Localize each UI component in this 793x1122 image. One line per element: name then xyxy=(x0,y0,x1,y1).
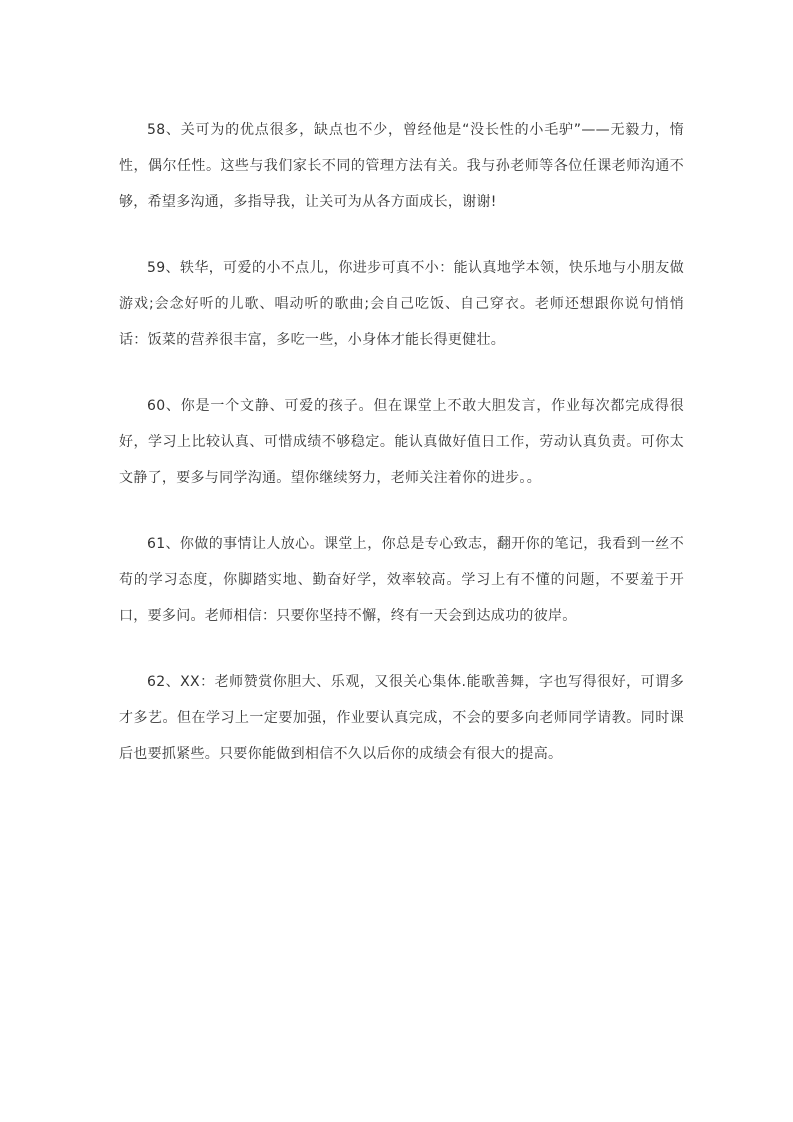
document-body xyxy=(119,112,684,802)
comment-paragraph-59: 59、轶华，可爱的小不点儿，你进步可真不小：能认真地学本领，快乐地与小朋友做游戏;会念好听的儿歌、唱动听的歌曲;会自己吃饭、自己穿衣。老师还想跟你说句悄悄话：饭菜的营养很丰富，多吃一些，小身体才能长得更健壮。 xyxy=(119,260,684,348)
comment-paragraph-61: 61、你做的事情让人放心。课堂上，你总是专心致志，翻开你的笔记，我看到一丝不苟的学习态度，你脚踏实地、勤奋好学，效率较高。学习上有不懂的问题，不要羞于开口，要多问。老师相信：只要你坚持不懈，终有一天会到达成功的彼岸。 xyxy=(119,536,684,624)
comment-paragraph-62: 62、XX：老师赞赏你胆大、乐观，又很关心集体.能歌善舞，字也写得很好，可谓多才多艺。但在学习上一定要加强，作业要认真完成，不会的要多向老师同学请教。同时课后也要抓紧些。只要你能做到相信不久以后你的成绩会有很大的提高。 xyxy=(119,674,684,762)
comment-paragraph-60: 60、你是一个文静、可爱的孩子。但在课堂上不敢大胆发言，作业每次都完成得很好，学习上比较认真、可惜成绩不够稳定。能认真做好值日工作，劳动认真负责。可你太文静了，要多与同学沟通。望你继续努力，老师关注着你的进步。。 xyxy=(119,398,684,486)
comment-paragraph-58: 58、关可为的优点很多，缺点也不少，曾经他是“没长性的小毛驴”——无毅力，惰性，偶尔任性。这些与我们家长不同的管理方法有关。我与孙老师等各位任课老师沟通不够，希望多沟通，多指导我，让关可为从各方面成长，谢谢! xyxy=(119,122,684,210)
